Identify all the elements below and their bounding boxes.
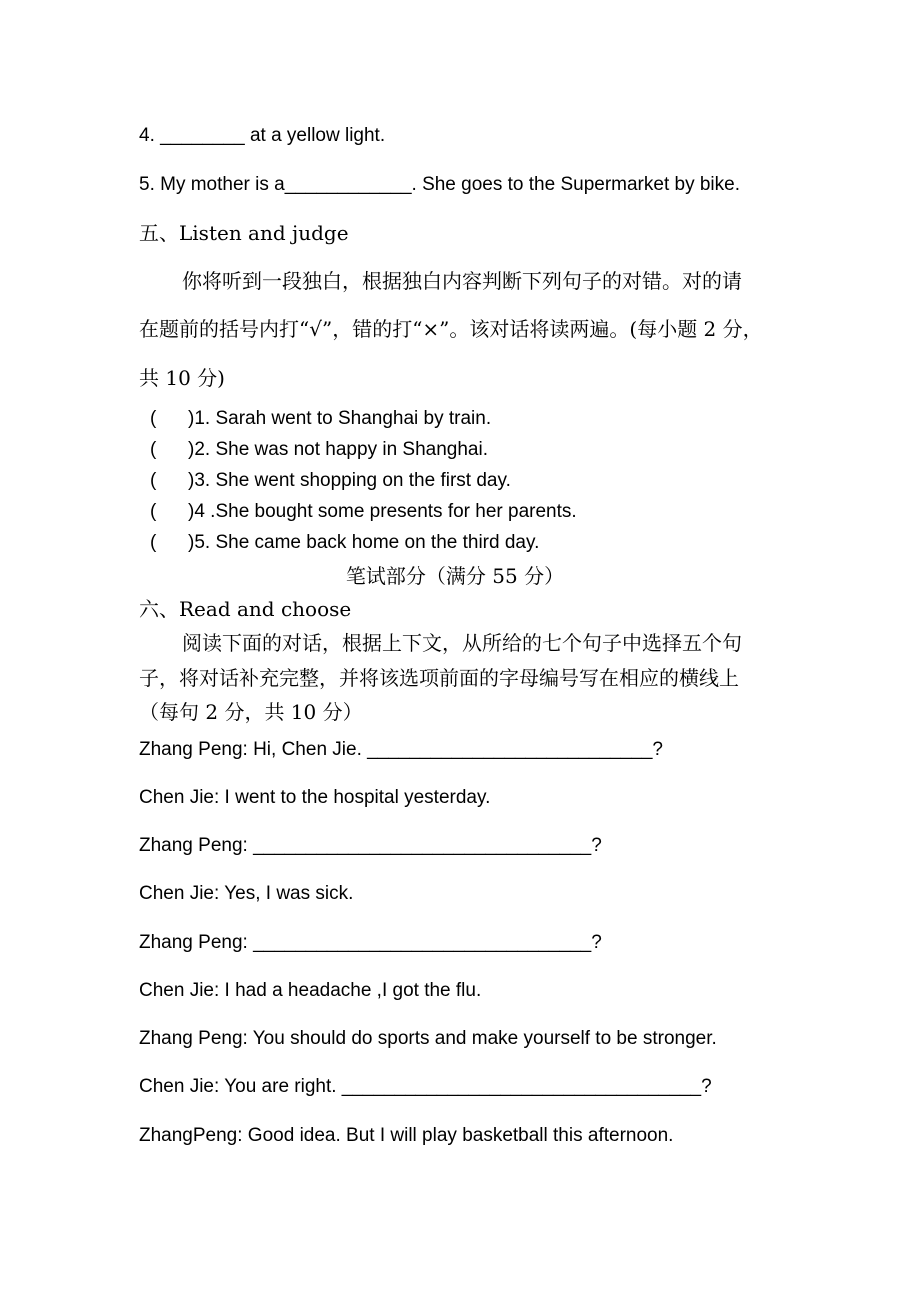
- dialogue-line-4: Chen Jie: Yes, I was sick.: [139, 883, 354, 904]
- section6-instruction-1: 阅读下面的对话，根据上下文，从所给的七个句子中选择五个句: [182, 631, 742, 655]
- fill-item-5: 5. My mother is a____________. She goes to the Supermarket by bike.: [139, 174, 740, 195]
- dialogue-line-9: ZhangPeng: Good idea. But I will play basketball this afternoon.: [139, 1125, 674, 1146]
- judge-item-1: ( )1. Sarah went to Shanghai by train.: [150, 408, 492, 429]
- dialogue-line-6: Chen Jie: I had a headache ,I got the flu.: [139, 980, 482, 1001]
- section6-instruction-3: （每句 2 分，共 10 分）: [139, 700, 363, 724]
- section6-heading: 六、Read and choose: [139, 597, 352, 621]
- written-part-title: 笔试部分（满分 55 分）: [345, 564, 565, 588]
- judge-item-5: ( )5. She came back home on the third day.: [150, 532, 540, 553]
- judge-item-2: ( )2. She was not happy in Shanghai.: [150, 439, 488, 460]
- section6-instruction-2: 子，将对话补充完整，并将该选项前面的字母编号写在相应的横线上: [139, 666, 739, 690]
- section5-instruction-3: 共 10 分): [139, 366, 225, 390]
- section5-instruction-2: 在题前的括号内打“√”，错的打“×”。该对话将读两遍。(每小题 2 分，: [139, 317, 763, 341]
- fill-item-4: 4. ________ at a yellow light.: [139, 125, 386, 146]
- dialogue-line-5: Zhang Peng: ________________________________?: [139, 932, 602, 953]
- dialogue-line-1: Zhang Peng: Hi, Chen Jie. ___________________________?: [139, 739, 664, 760]
- section5-heading: 五、Listen and judge: [139, 221, 349, 245]
- dialogue-line-3: Zhang Peng: ________________________________?: [139, 835, 602, 856]
- judge-item-3: ( )3. She went shopping on the first day.: [150, 470, 511, 491]
- section5-instruction-1: 你将听到一段独白，根据独白内容判断下列句子的对错。对的请: [182, 269, 742, 293]
- dialogue-line-8: Chen Jie: You are right. __________________________________?: [139, 1076, 712, 1097]
- dialogue-line-7: Zhang Peng: You should do sports and make yourself to be stronger.: [139, 1028, 717, 1049]
- dialogue-line-2: Chen Jie: I went to the hospital yesterday.: [139, 787, 491, 808]
- judge-item-4: ( )4 .She bought some presents for her parents.: [150, 501, 577, 522]
